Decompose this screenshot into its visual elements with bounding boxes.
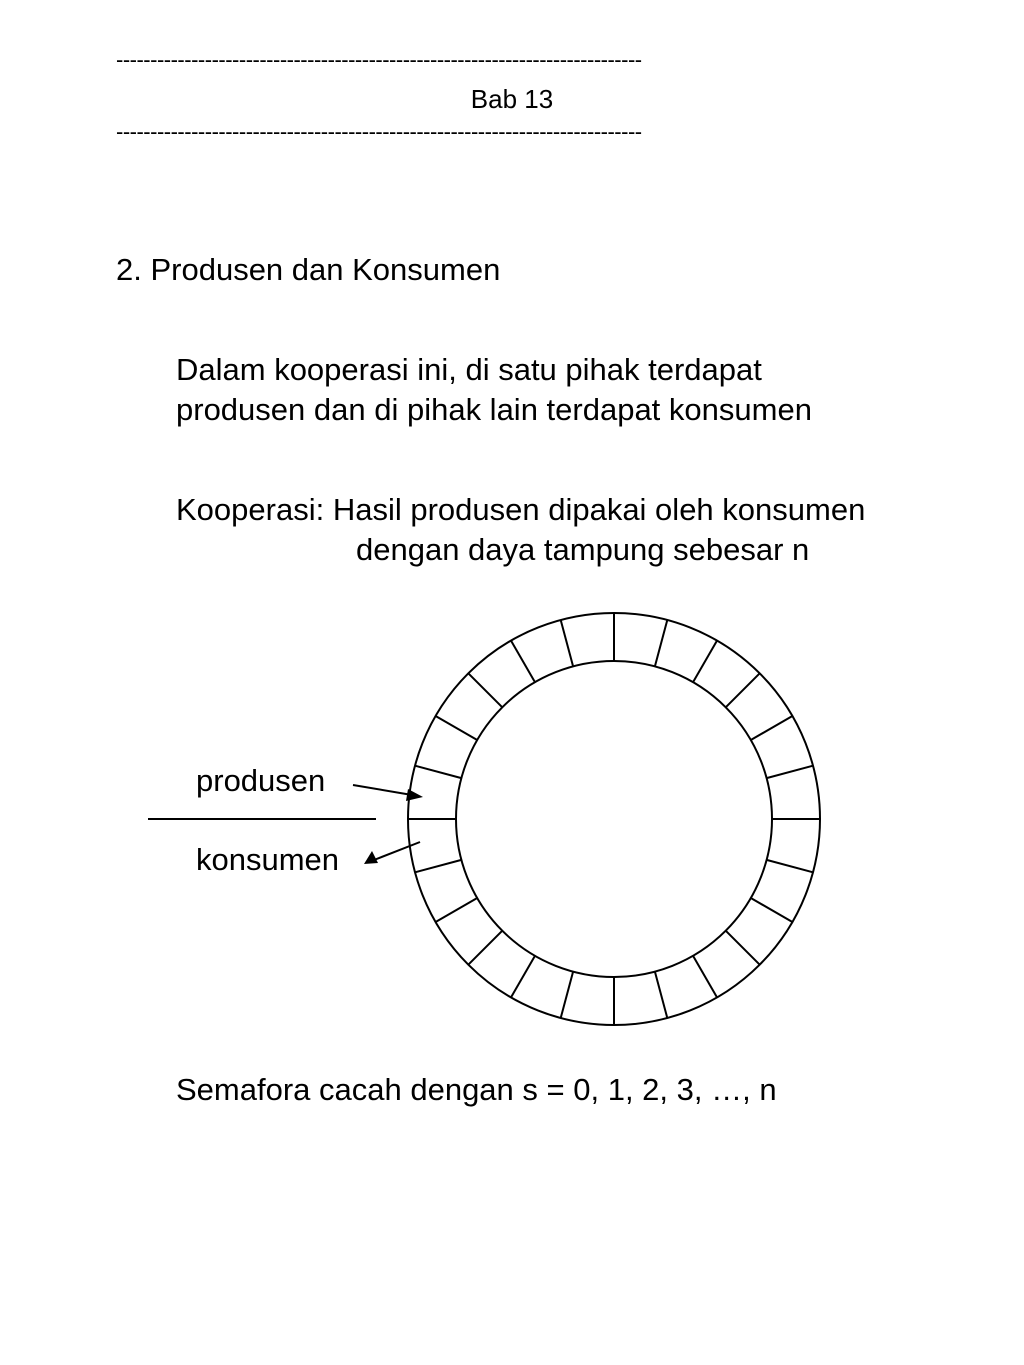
slot-divider: [693, 956, 717, 998]
slot-divider: [655, 620, 667, 666]
producer-arrow: [353, 785, 423, 801]
chapter-title: Bab 13: [470, 84, 554, 114]
slot-divider: [415, 766, 461, 778]
slot-divider: [726, 673, 760, 707]
header-dashes-bottom: -----------------------------------------------------------------------------: [116, 120, 642, 144]
paragraph-line-2: produsen dan di pihak lain terdapat konsumen: [176, 392, 812, 427]
slot-divider: [767, 766, 813, 778]
slot-divider: [655, 972, 667, 1018]
section-heading: 2. Produsen dan Konsumen: [116, 252, 501, 287]
slot-divider: [468, 673, 502, 707]
consumer-label: konsumen: [196, 842, 340, 877]
slot-divider: [415, 860, 461, 872]
ring-buffer-diagram: [0, 600, 1024, 1040]
producer-label: produsen: [196, 763, 326, 798]
slot-divider: [561, 972, 573, 1018]
semaphore-text: Semafora cacah dengan s = 0, 1, 2, 3, …, n: [176, 1072, 777, 1107]
slot-divider: [436, 898, 478, 922]
slot-divider: [436, 716, 478, 740]
paragraph-line-1: Dalam kooperasi ini, di satu pihak terdapat: [176, 352, 762, 387]
slot-divider: [468, 931, 502, 965]
slot-divider: [511, 956, 535, 998]
slot-divider: [767, 860, 813, 872]
slot-divider: [561, 620, 573, 666]
kooperasi-line-2: dengan daya tampung sebesar n: [356, 532, 810, 567]
slot-divider: [726, 931, 760, 965]
slot-divider: [751, 898, 793, 922]
slot-divider: [693, 641, 717, 683]
header-dashes-top: -----------------------------------------------------------------------------: [116, 48, 642, 72]
inner-ring: [456, 661, 772, 977]
kooperasi-line-1: Kooperasi: Hasil produsen dipakai oleh konsumen: [176, 492, 866, 527]
slot-divider: [511, 641, 535, 683]
slot-divider: [751, 716, 793, 740]
slot-dividers: [408, 613, 820, 1025]
